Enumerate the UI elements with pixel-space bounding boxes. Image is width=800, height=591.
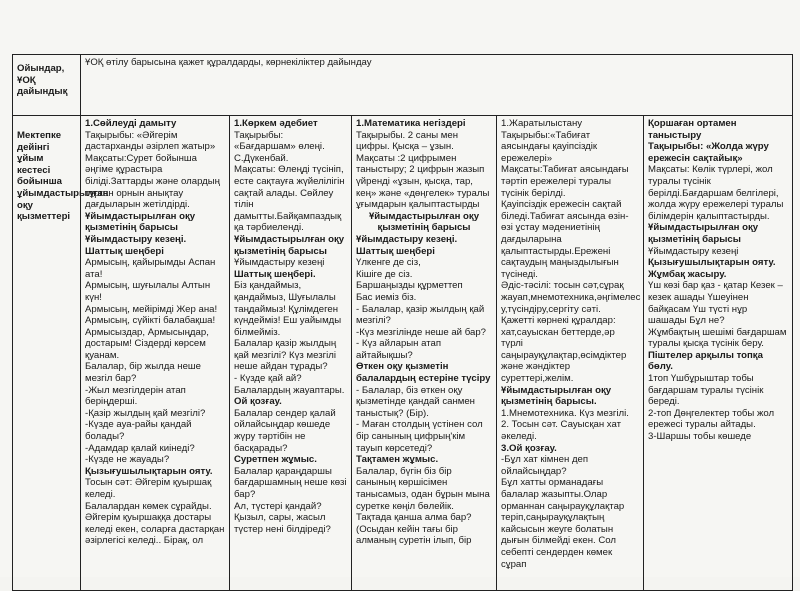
column-1-line: Шаттық шеңбері	[85, 245, 164, 257]
column-4-line: Әдіс-тәсілі: тосын сәт,сұрақ жауап,мнемотехника,әңгімелес у,түсіндіру,сергіту сәті.	[501, 280, 641, 315]
column-2	[230, 116, 352, 591]
column-3-line: Өткен оқу қызметін балалардың естеріне түсіру	[356, 361, 491, 385]
column-1	[81, 116, 230, 591]
column-1-line: -Күзде не жауады?	[85, 454, 170, 466]
column-3	[352, 116, 497, 591]
header-row-label: Ойындар, ҰОҚ дайындық	[13, 55, 81, 116]
column-5-line: Ұйымдастырылған оқу қызметінің барысы	[648, 222, 759, 245]
column-1-line: Армысыздар, Армысыңдар, достарым! Сіздерді көрсем қуанам.	[85, 326, 209, 361]
column-1-line: Тосын сәт: Әйгерім қуыршақ келеді.	[85, 477, 212, 500]
column-2-line: Ой қозғау.	[234, 396, 282, 408]
column-5-line: Қоршаған ортамен таныстыру	[648, 118, 737, 141]
column-3-line: Кішіге де сіз.	[356, 268, 413, 280]
column-3-line: Балалар, бүгін біз бір санының көршісімен танысамыз, одан бұрын мына суретке көңіл бөлейік.	[356, 465, 490, 512]
column-2-line: Мақсаты: Өлеңді түсініп, есте сақтауға жүйелілігін сақтай алады. Сөйлеу тілін дамытты.Байқампаздық қа тәрбиеленді.	[234, 164, 345, 234]
column-5-line: Жұмбақтың шешімі бағдаршам туралы қысқа түсінік беру.	[648, 326, 787, 350]
column-3-text	[356, 118, 492, 578]
column-1-line: -Қазір жылдың қай мезгілі?	[85, 407, 206, 419]
column-3-line: - Балалар, қазір жылдың қай мезгілі?	[356, 303, 485, 327]
column-3-line: Тақтада қанша алма бар? (Осыдан кейін тағы бір алманың суретін ілып, бір	[356, 512, 472, 547]
column-1-line: Балалар, бір жылда неше мезгіл бар?	[85, 361, 201, 385]
column-5-line: Үш көзі бар қаз - қатар Кезек – кезек ашады Үшеуінен байқасам Үш түсті нұр шашады Бұл не?	[648, 280, 783, 327]
column-1-line: Армысың, мейірімді Жер ана!	[85, 303, 218, 315]
column-5-line: Піштелер арқылы топқа бөлу.	[648, 349, 763, 373]
column-5-line: Мақсаты: Көлік түрлері, жол туралы түсінік берілді.Бағдаршам белгілері, жолда жүру ережелері туралы білімдерін қалыптастырды.	[648, 164, 784, 222]
column-2-line: Шаттық шеңбері.	[234, 268, 316, 280]
column-3-line: Үлкенге де сіз,	[356, 257, 421, 269]
column-3-line: - Күз айларын атап айтайықшы?	[356, 338, 442, 361]
column-4-line: 2. Тосын сәт. Сауысқан хат әкеледі.	[501, 419, 622, 443]
header-row	[13, 55, 793, 116]
column-3-line: Ұйымдастырылған оқу қызметінің барысы	[368, 210, 480, 234]
column-5-text	[648, 118, 788, 578]
column-2-line: Балалар қараңдаршы бағдаршамның неше көзі бар?	[234, 465, 347, 500]
column-2-line: Суретпен жұмыс.	[234, 454, 317, 466]
column-3-line: -Күз мезгілінде неше ай бар?	[356, 326, 486, 338]
column-4-line: 3.Ой қозғау.	[501, 442, 557, 454]
column-3-line: 1.Математика негіздері	[356, 118, 466, 129]
column-5-line: Қызығушылықтарын ояту.	[648, 257, 776, 269]
column-1-line: Армысың, қайырымды Аспан ата!	[85, 257, 216, 280]
column-4-line: Қауіпсіздік ережесін сақтай біледі.Табиғат аясында өзін-өзі ұстау мәдениетінің дағдыларына қалыптастырды.Ережені сақтаудың маңыздылығын түсінеді.	[501, 199, 629, 280]
header-row-text: ҰОҚ өтілу барысына қажет құралдарды, көрнекіліктер дайындау	[81, 55, 793, 116]
column-1-line: Ұйымдастырылған оқу қызметінің барысы	[85, 210, 196, 234]
lesson-plan-table	[12, 54, 793, 591]
column-2-line: Ұйымдастырылған оқу қызметінің барысы	[234, 233, 345, 257]
column-4-line: 1.Жаратылыстану	[501, 118, 583, 129]
column-5-line: 3-Шаршы тобы көшеде	[648, 431, 752, 443]
column-3-line: Шаттық шеңбері	[356, 245, 435, 257]
column-2-line: Тақырыбы: «Бағдаршам» өлеңі. С.Дүкенбай.	[234, 129, 325, 164]
column-5-line: Жұмбақ жасыру.	[648, 268, 727, 280]
column-5-line: 1топ Үшбұрыштар тобы бағдаршам туралы түсінік береді.	[648, 373, 764, 408]
column-2-text	[234, 118, 347, 578]
column-1-line: -Күзде ауа-райы қандай болады?	[85, 419, 192, 443]
column-5-line: Тақырыбы: «Жолда жүру ережесін сақтайық»	[648, 141, 769, 164]
column-3-line: Ұйымдастыру кезеңі.	[356, 233, 458, 245]
column-1-line: Армысың, шуғылалы Алтын күн!	[85, 280, 211, 303]
column-2-line: Ал, түстері қандай?	[234, 500, 322, 512]
column-3-line: Баршаңызды құрметтеп	[356, 280, 463, 292]
column-4	[497, 116, 644, 591]
column-4-line: Бұл хатты орманадағы балалар жазыпты.Олар орманнан саңырауқұлақтар теріп,саңырауқұлақтың кайсысын жеуге болатын дығын білмейді екен. Сол себепті сендерден көмек сұрап	[501, 477, 625, 570]
column-4-line: Тақырыбы:«Табиғат аясындағы қауіпсіздік ережелері»	[501, 129, 598, 164]
main-row	[13, 116, 793, 591]
column-3-line: - Балалар, біз өткен оқу қызметінде қандай санмен таныстық? (Бір).	[356, 384, 475, 419]
column-1-line: Ұйымдастыру кезеңі.	[85, 233, 187, 245]
column-4-line: Қажетті көрнекі құралдар: хат,сауыскан беттерде,әр түрлі саңырауқұлақтар,өсімдіктер және жәндіктер суреттері,желім.	[501, 315, 627, 385]
column-2-line: - Күзде қай ай?	[234, 373, 302, 385]
column-1-line: Армысың, сүйікті балабақша!	[85, 315, 216, 327]
column-5	[644, 116, 793, 591]
column-5-line: Ұйымдастыру кезеңі	[648, 245, 739, 257]
column-3-line: Тақтамен жұмыс.	[356, 454, 439, 466]
column-2-line: Балалар қазір жылдың қай мезгілі? Күз мезгілі неше айдан тұрады?	[234, 338, 337, 373]
column-5-line: 2-топ Дөңгелектер тобы жол ережесі туралы айтады.	[648, 407, 775, 431]
column-2-line: Қызыл, сары, жасыл түстер нені білдіреді?	[234, 512, 331, 535]
column-1-line: Мақсаты:Сурет бойынша әңгіме құрастыра біліді.Заттарды және олардың тұрған орнын анықтау дағдыларын жетілдірді.	[85, 152, 220, 211]
main-row-label	[13, 116, 109, 591]
column-2-line: Балалардың жауаптары.	[234, 384, 345, 396]
column-1-text	[85, 118, 225, 578]
column-1-line: 1.Сөйлеуді дамыту	[85, 118, 177, 129]
column-4-line: -Бұл хат кімнен деп ойлайсыңдар?	[501, 454, 589, 477]
column-1-line: Балалардан көмек сұрайды. Әйгерім қуыршаққа достары келеді екен, соларға дастарқан әзірлегісі келеді.. Бірақ, ол	[85, 500, 225, 547]
column-1-line: -Жыл мезгілдерін атап беріңдерші.	[85, 384, 186, 408]
column-1-line: Тақырыбы: «Әйгерім дастарханды әзірлеп жатыр»	[85, 129, 216, 153]
column-2-line: 1.Көркем әдебиет	[234, 118, 318, 129]
column-4-line: 1.Мнемотехника. Күз мезгілі.	[501, 407, 629, 419]
column-4-line: Мақсаты:Табиғат аясындағы тәртіп ережелері туралы түсінік берілді.	[501, 164, 629, 199]
column-3-line: Тақырыбы. 2 саны мен цифры. Қысқа – ұзын.	[356, 129, 459, 153]
column-2-line: Балалар сендер қалай ойлайсыңдар көшеде жүру тәртібін не басқарады?	[234, 407, 336, 454]
column-2-line: Ұйымдастыру кезеңі	[234, 257, 325, 269]
column-1-line: -Адамдар қалай киінеді?	[85, 442, 195, 454]
column-2-line: Біз қандаймыз, қандаймыз, Шуғылалы таңдаймыз! Құлімдеген күндейміз! Еш уайымды білмейміз.	[234, 280, 342, 338]
column-3-line: - Маған столдың үстінен сол бір санының цифрың'кім тауып көрсетеді?	[356, 419, 483, 454]
main-row-label-text: Мектепке дейінгі ұйым кестесі бойынша ұйымдастырылған оқу қызметтері	[17, 130, 109, 223]
column-4-text	[501, 118, 639, 578]
column-3-line: Мақсаты :2 цифрымен таныстыру; 2 цифрын жазып үйренді «ұзын, қысқа, тар, кең» және «дөңгелек» туралы ұғымдарын қалыптастырды	[356, 152, 490, 211]
column-4-line: Ұйымдастырылған оқу қызметінің барысы.	[501, 384, 612, 408]
column-3-line: Бас иеміз біз.	[356, 291, 417, 303]
column-1-line: Қызығушылықтарын ояту.	[85, 465, 213, 477]
